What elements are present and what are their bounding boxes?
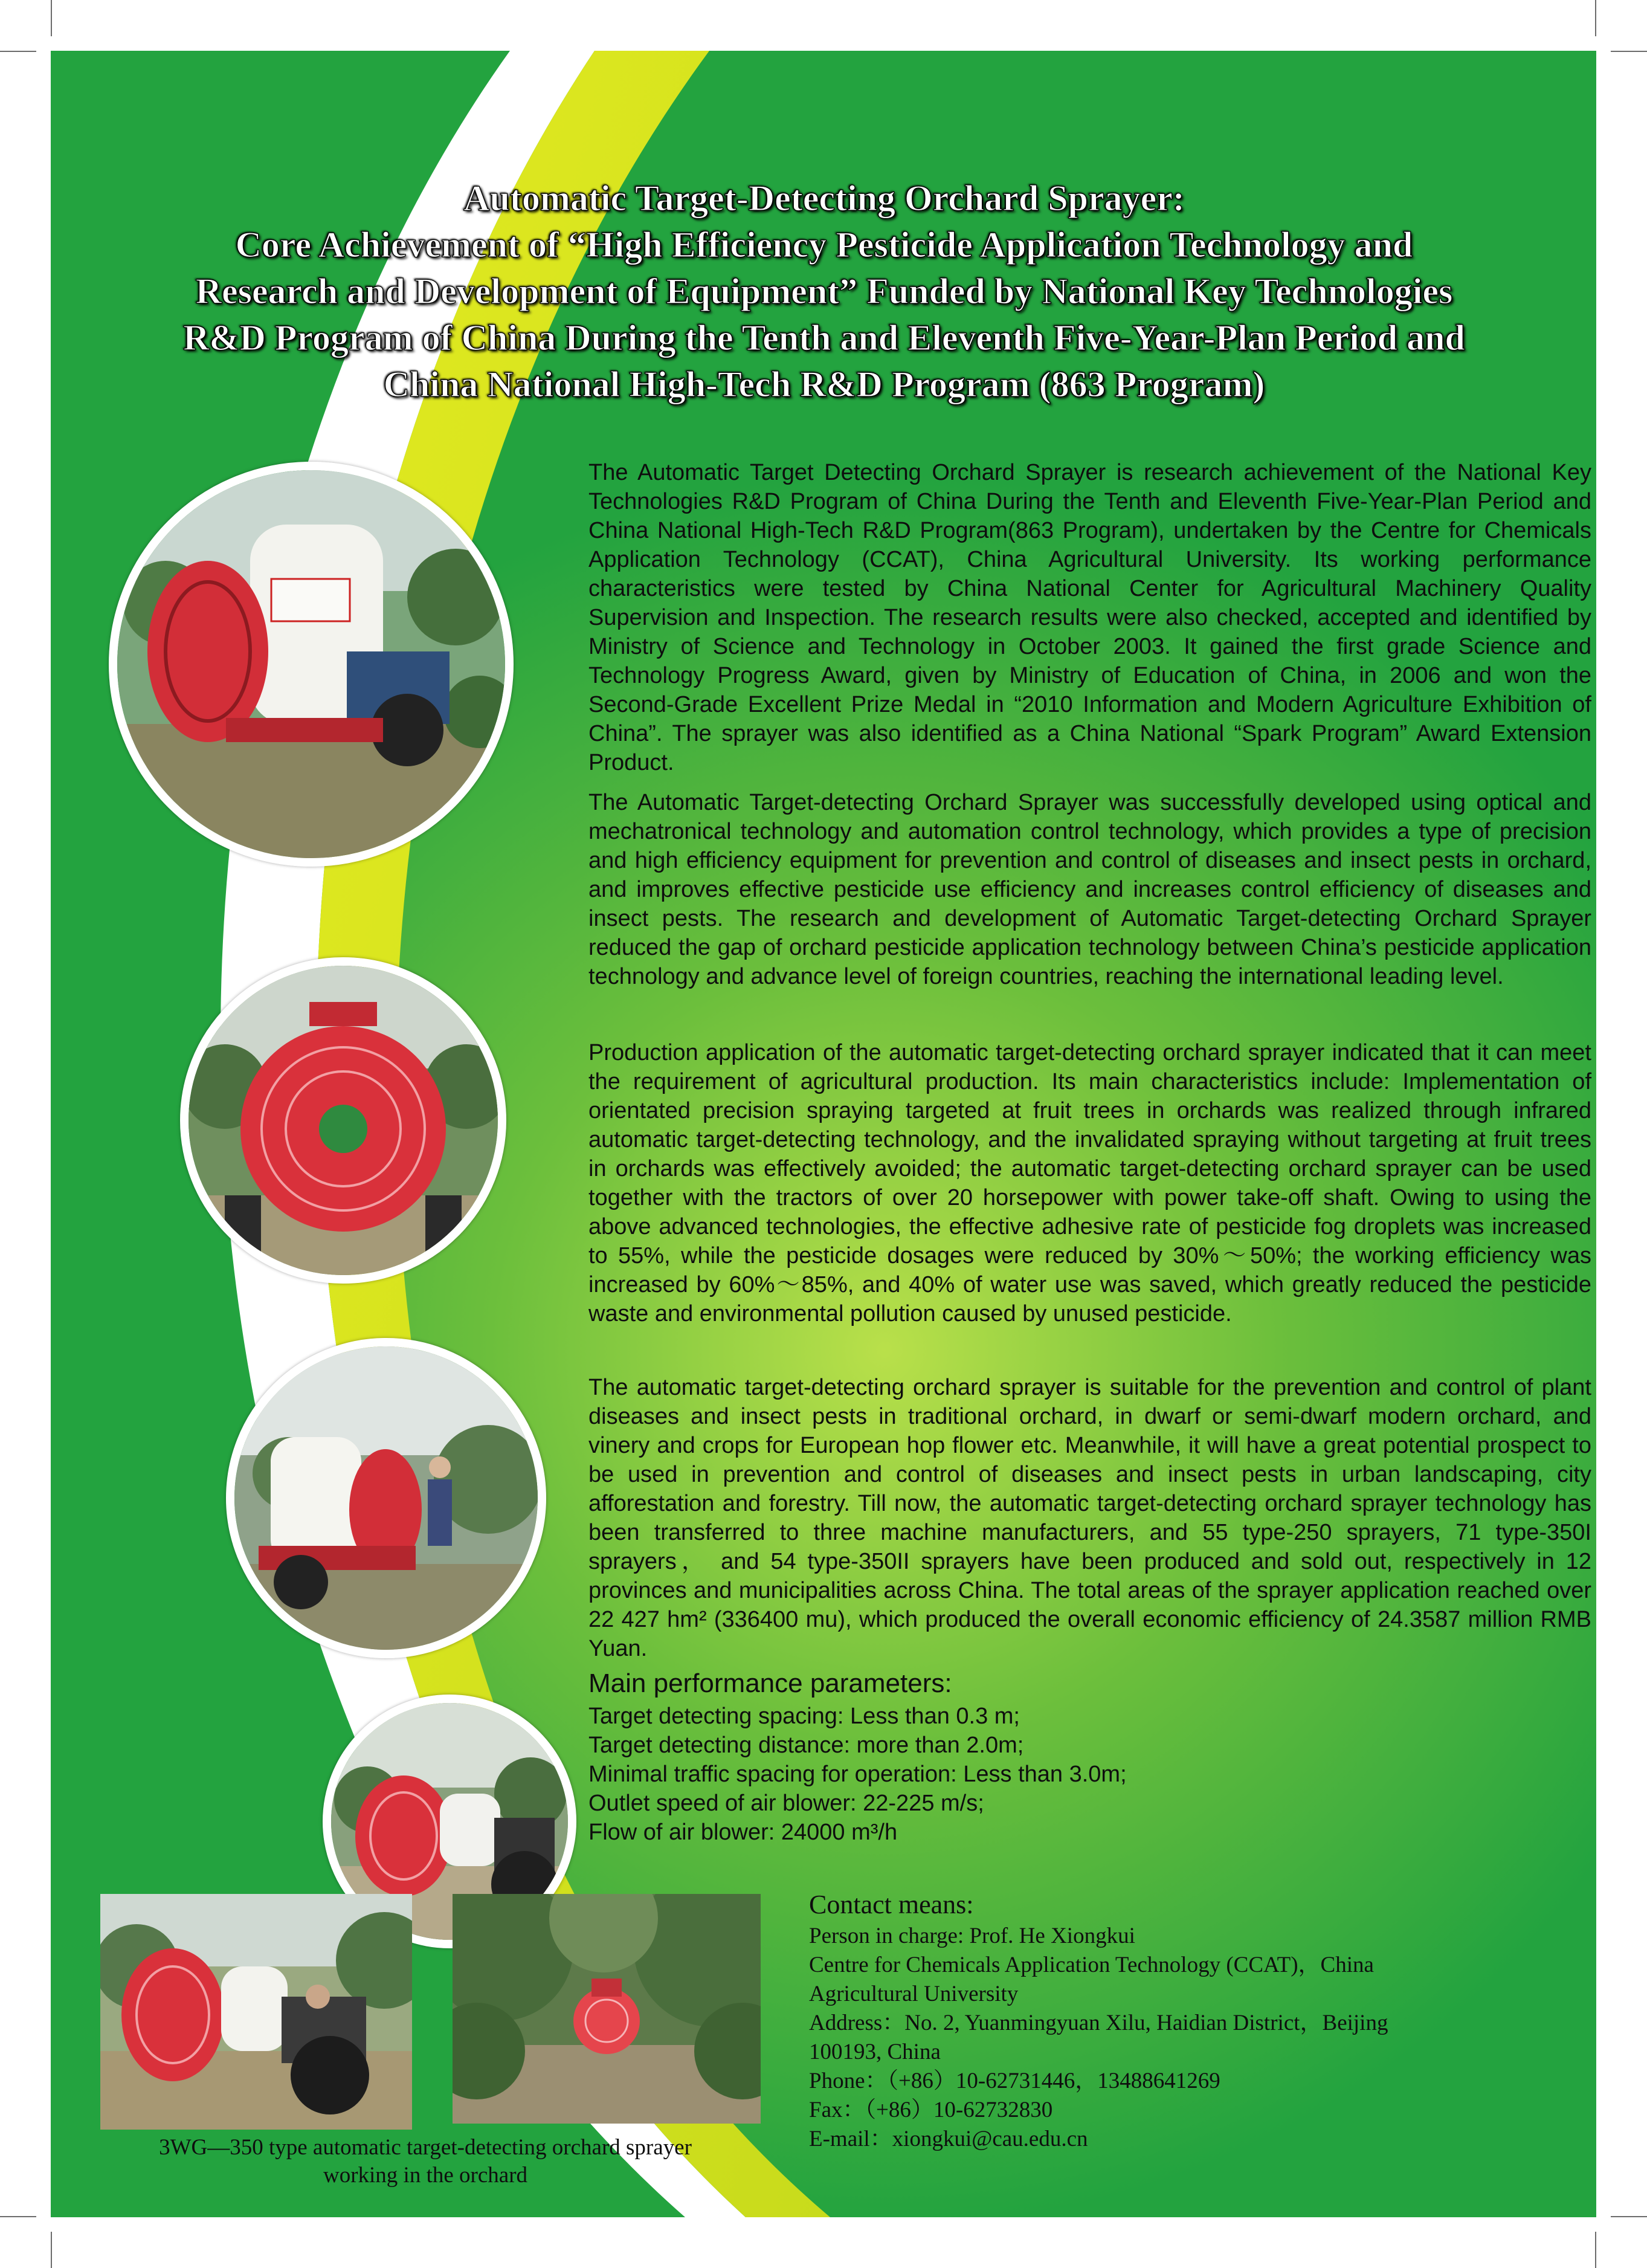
poster (51, 51, 1596, 2217)
params-list (588, 1702, 1127, 1847)
paragraph-suitability: The automatic target-detecting orchard sprayer is suitable for the prevention and control of plant diseases and insect pests in traditional orchard, in dwarf or semi-dwarf modern orchard, and vinery and crops for European hop flower etc. Meanwhile, it will have a great potential prospect to be used in prevention and control of diseases and insect pests in urban landscaping, city afforestation and forestry. Till now, the automatic target-detecting orchard sprayer technology has been transferred to three machine manufacturers, and 55 type-250 sprayers, 71 type-350I sprayers， and 54 type-350II sprayers have been produced and sold out, respectively in 12 provinces and municipalities across China. The total areas of the sprayer application reached over 22 427 hm² (336400 mu), which produced the overall economic efficiency of 24.3587 million RMB Yuan. (588, 1375, 1591, 1661)
param-item: Target detecting spacing: Less than 0.3 m; (588, 1704, 1020, 1729)
photo-caption (93, 2134, 758, 2189)
contact-email: E-mail：xiongkui@cau.edu.cn (809, 2127, 1088, 2151)
contact-address: Address：No. 2, Yuanmingyuan Xilu, Haidian District，Beijing (809, 2011, 1388, 2035)
params-heading: Main performance parameters: (588, 1669, 952, 1698)
crop-mark (51, 0, 52, 36)
sprayer-photo-circle (180, 957, 506, 1284)
paragraph-application: Production application of the automatic target-detecting orchard sprayer indicated that it can meet the requirement of agricultural production. Its main characteristics include: Implementation of orientated precision spraying targeted at fruit trees in orchards was realized through infrared automatic target-detecting technology, and the invalidated spraying without targeting at fruit trees in orchards was effectively avoided; the automatic target-detecting orchard sprayer can be used together with the tractors of over 20 horsepower with power take-off shaft. Owing to using the above advanced technologies, the effective adhesive rate of pesticide fog droplets was increased to 55%, while the pesticide dosages were reduced by 30%～50%; the working efficiency was increased by 60%～85%, and 40% of water use was saved, which greatly reduced the pesticide waste and environmental pollution caused by unused pesticide. (588, 1040, 1591, 1326)
contact-address: 100193, China (809, 2040, 941, 2064)
contact-heading: Contact means: (809, 1890, 974, 1919)
caption-line: working in the orchard (323, 2163, 528, 2188)
contact-fax: Fax：（+86）10-62732830 (809, 2098, 1053, 2122)
crop-mark (0, 51, 36, 52)
title-line: Core Achievement of “High Efficiency Pesticide Application Technology and (235, 225, 1413, 265)
title-line: R&D Program of China During the Tenth and Eleventh Five-Year-Plan Period and (183, 318, 1465, 358)
crop-mark (1595, 0, 1596, 36)
crop-mark (51, 2232, 52, 2268)
param-item: Target detecting distance: more than 2.0m; (588, 1733, 1024, 1758)
title-line: China National High-Tech R&D Program (863 Program) (383, 364, 1265, 404)
param-item: Flow of air blower: 24000 m³/h (588, 1820, 898, 1845)
caption-line: 3WG—350 type automatic target-detecting orchard sprayer (159, 2135, 692, 2160)
crop-mark (1611, 2216, 1647, 2217)
contact-phone: Phone：（+86）10-62731446，13488641269 (809, 2069, 1220, 2093)
sprayer-photo-circle (109, 462, 514, 867)
contact-org: Centre for Chemicals Application Technology (CCAT)，China (809, 1953, 1374, 1977)
contact-block (809, 1889, 1504, 2154)
sprayer-photo (100, 1894, 412, 2130)
title-line: Automatic Target-Detecting Orchard Sprayer: (463, 178, 1185, 218)
crop-mark (1611, 51, 1647, 52)
contact-org: Agricultural University (809, 1982, 1019, 2006)
poster-title (166, 175, 1483, 408)
crop-mark (1595, 2232, 1596, 2268)
param-item: Minimal traffic spacing for operation: Less than 3.0m; (588, 1762, 1127, 1787)
contact-person: Person in charge: Prof. He Xiongkui (809, 1924, 1135, 1948)
paragraph-intro: The Automatic Target Detecting Orchard Sprayer is research achievement of the National Key Technologies R&D Program of China During the Tenth and Eleventh Five-Year-Plan Period and China National High-Tech R&D Program(863 Program), undertaken by the Centre for Chemicals Application Technology (CCAT), China Agricultural University. Its working performance characteristics were tested by China National Center for Agricultural Machinery Quality Supervision and Inspection. The research results were also checked, accepted and identified by Ministry of Science and Technology in October 2003. It gained the first grade Science and Technology Progress Award, given by Ministry of Education of China, in 2006 and won the Second-Grade Excellent Prize Medal in “2010 Information and Modern Agriculture Exhibition of China”. The sprayer was also identified as a China National “Spark Program” Award Extension Product. (588, 460, 1591, 775)
paragraph-development: The Automatic Target-detecting Orchard Sprayer was successfully developed using optical and mechatronical technology and automation control technology, which provides a type of precision and high efficiency equipment for prevention and control of diseases and insect pests in orchard, and improves effective pesticide use efficiency and increases control efficiency of diseases and insect pests. The research and development of Automatic Target-detecting Orchard Sprayer reduced the gap of orchard pesticide application technology between China’s pesticide application technology and advance level of foreign countries, reaching the international leading level. (588, 790, 1591, 989)
param-item: Outlet speed of air blower: 22-225 m/s; (588, 1791, 984, 1816)
sprayer-photo-circle (226, 1338, 546, 1658)
crop-mark (0, 2216, 36, 2217)
title-line: Research and Development of Equipment” Funded by National Key Technologies (195, 271, 1453, 311)
sprayer-photo (453, 1894, 761, 2124)
